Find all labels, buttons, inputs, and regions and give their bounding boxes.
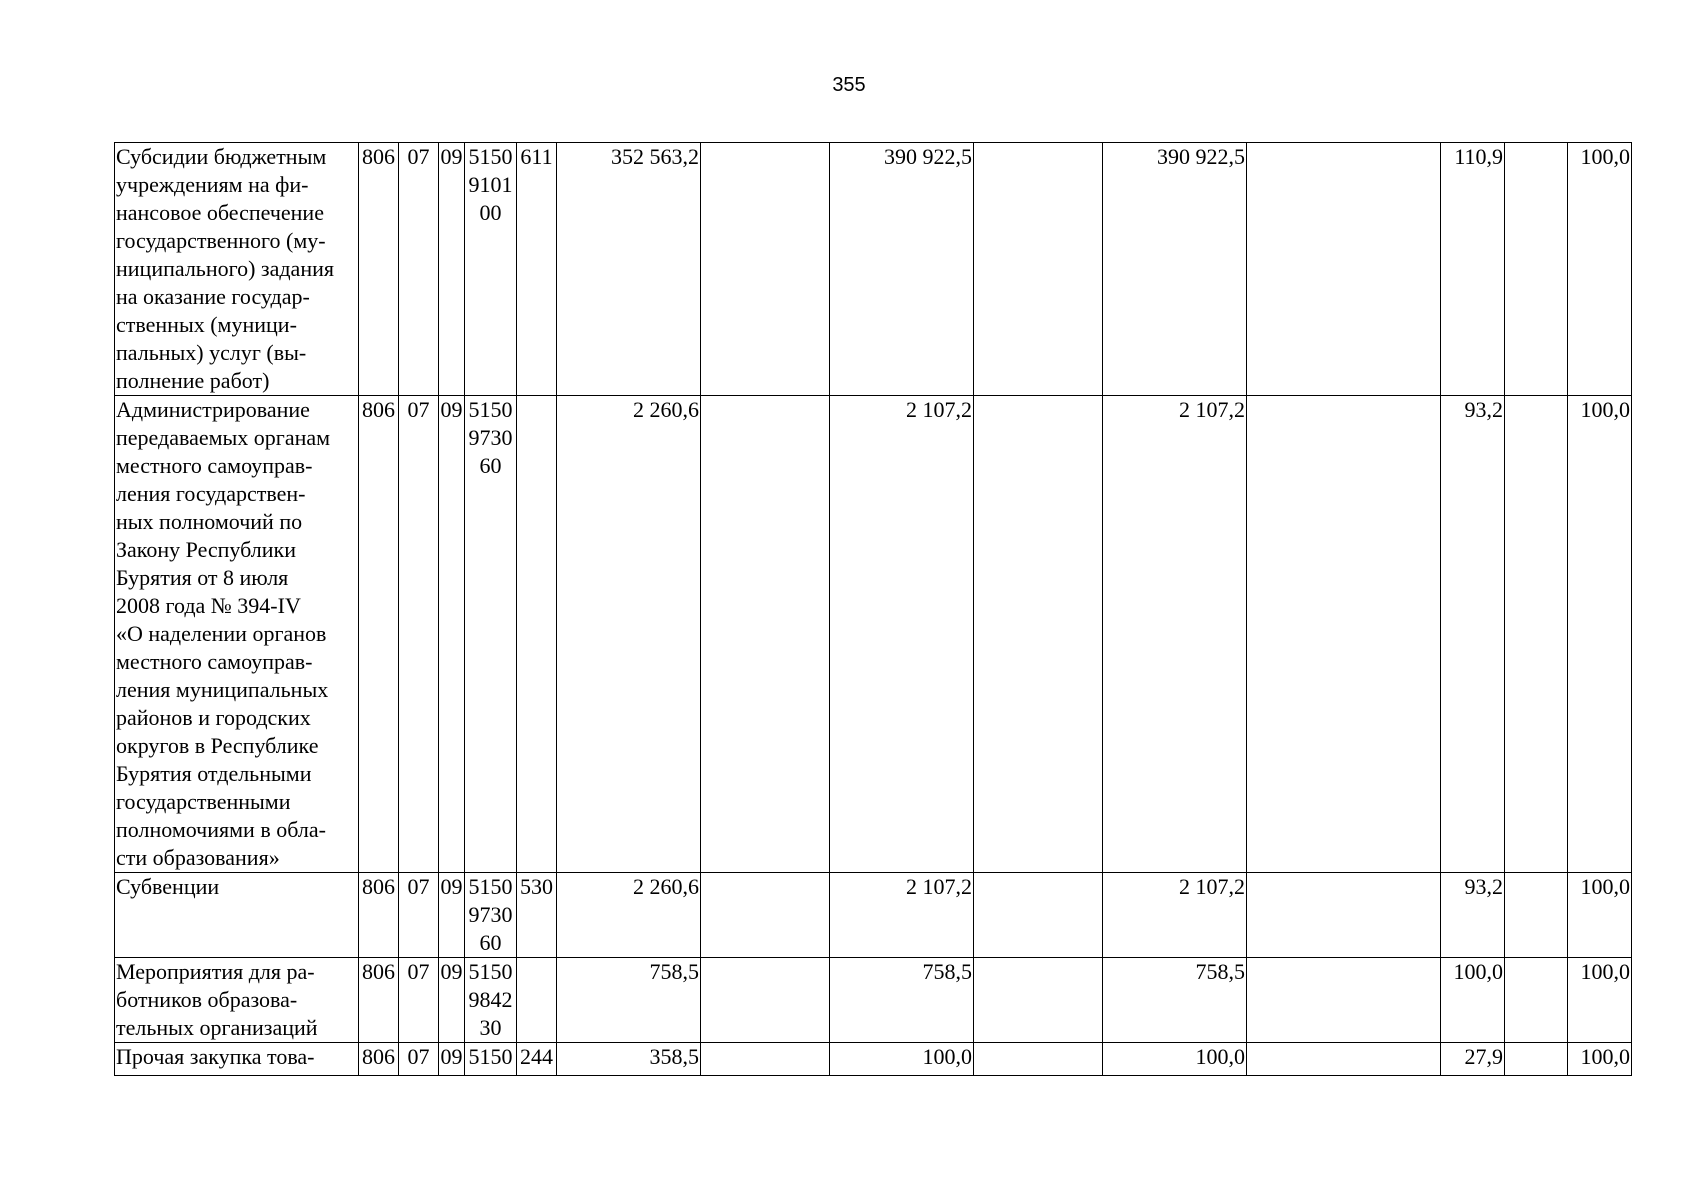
amount-refined: 390 922,5	[830, 143, 974, 396]
target-article-code-line: 9101	[468, 172, 513, 197]
empty-cell	[1247, 1043, 1441, 1076]
row-name-line: ботников образова-	[116, 987, 298, 1012]
row-name-line: Субсидии бюджетным	[116, 144, 327, 169]
empty-cell	[974, 873, 1103, 958]
expense-type-code: 530	[517, 873, 557, 958]
row-name-line: местного самоуправ-	[116, 453, 313, 478]
row-name-line: полнение работ)	[116, 368, 270, 393]
target-article-code	[465, 958, 517, 1043]
row-name-line: Закону Республики	[116, 537, 296, 562]
percent-of-approved: 93,2	[1441, 873, 1505, 958]
row-name-line: сти образования»	[116, 845, 280, 870]
row-name-line: ниципального) задания	[116, 256, 334, 281]
target-article-code-line: 5150	[468, 874, 513, 899]
amount-executed: 758,5	[1103, 958, 1247, 1043]
row-name-line: округов в Республике	[116, 733, 319, 758]
row-name	[115, 396, 359, 873]
row-name-line: Субвенции	[116, 874, 220, 899]
target-article-code-line: 30	[479, 1015, 502, 1040]
row-name	[115, 958, 359, 1043]
empty-cell	[701, 1043, 830, 1076]
subsection-code: 09	[439, 143, 465, 396]
row-name	[115, 143, 359, 396]
empty-cell	[974, 396, 1103, 873]
expense-type-code: 611	[517, 143, 557, 396]
empty-cell	[974, 958, 1103, 1043]
empty-cell	[701, 958, 830, 1043]
empty-cell	[1247, 143, 1441, 396]
row-name-line: «О наделении органов	[116, 621, 327, 646]
empty-cell	[701, 143, 830, 396]
target-article-code-line: 9730	[468, 902, 513, 927]
target-article-code	[465, 873, 517, 958]
row-name-line: нансовое обеспечение	[116, 200, 324, 225]
empty-cell	[1247, 396, 1441, 873]
target-article-code-line: 5150	[468, 959, 513, 984]
target-article-code-line: 60	[479, 453, 502, 478]
amount-approved: 358,5	[557, 1043, 701, 1076]
row-name-line: Бурятия отдельными	[116, 761, 312, 786]
table-row	[115, 143, 1632, 396]
empty-cell	[1247, 958, 1441, 1043]
empty-cell	[1505, 143, 1568, 396]
amount-executed: 390 922,5	[1103, 143, 1247, 396]
table-row	[115, 958, 1632, 1043]
target-article-code	[465, 143, 517, 396]
row-name-line: пальных) услуг (вы-	[116, 340, 307, 365]
empty-cell	[974, 143, 1103, 396]
row-name-line: районов и городских	[116, 705, 311, 730]
row-name-line: Бурятия от 8 июля	[116, 565, 289, 590]
table-row	[115, 873, 1632, 958]
grbs-code: 806	[359, 143, 399, 396]
target-article-code-line: 5150	[468, 1044, 513, 1069]
row-name-line: Мероприятия для ра-	[116, 959, 315, 984]
row-name-line: тельных организаций	[116, 1015, 318, 1040]
amount-executed: 100,0	[1103, 1043, 1247, 1076]
empty-cell	[1505, 1043, 1568, 1076]
empty-cell	[701, 873, 830, 958]
amount-executed: 2 107,2	[1103, 396, 1247, 873]
percent-of-refined: 100,0	[1568, 143, 1632, 396]
row-name-line: Администрирование	[116, 397, 310, 422]
target-article-code-line: 5150	[468, 144, 513, 169]
row-name-line: государственными	[116, 789, 291, 814]
row-name-line: ления государствен-	[116, 481, 306, 506]
target-article-code	[465, 1043, 517, 1076]
percent-of-refined: 100,0	[1568, 958, 1632, 1043]
section-code: 07	[399, 396, 439, 873]
percent-of-refined: 100,0	[1568, 873, 1632, 958]
empty-cell	[1505, 873, 1568, 958]
subsection-code: 09	[439, 958, 465, 1043]
amount-approved: 758,5	[557, 958, 701, 1043]
target-article-code-line: 00	[479, 200, 502, 225]
subsection-code: 09	[439, 1043, 465, 1076]
target-article-code-line: 60	[479, 930, 502, 955]
row-name-line: местного самоуправ-	[116, 649, 313, 674]
amount-approved: 2 260,6	[557, 396, 701, 873]
expense-type-code: 244	[517, 1043, 557, 1076]
row-name-line: передаваемых органам	[116, 425, 331, 450]
amount-approved: 2 260,6	[557, 873, 701, 958]
subsection-code: 09	[439, 873, 465, 958]
page-number: 355	[832, 74, 866, 96]
row-name-line: государственного (му-	[116, 228, 326, 253]
amount-approved: 352 563,2	[557, 143, 701, 396]
row-name-line: полномочиями в обла-	[116, 817, 326, 842]
percent-of-refined: 100,0	[1568, 396, 1632, 873]
row-name-line: 2008 года № 394-IV	[116, 593, 301, 618]
section-code: 07	[399, 143, 439, 396]
row-name-line: ных полномочий по	[116, 509, 303, 534]
percent-of-approved: 100,0	[1441, 958, 1505, 1043]
grbs-code: 806	[359, 1043, 399, 1076]
budget-table	[114, 142, 1632, 1076]
row-name-line: ственных (муници-	[116, 312, 297, 337]
target-article-code-line: 5150	[468, 397, 513, 422]
amount-refined: 758,5	[830, 958, 974, 1043]
row-name	[115, 1043, 359, 1076]
row-name-line: ления муниципальных	[116, 677, 329, 702]
row-name-line: Прочая закупка това-	[116, 1044, 315, 1069]
expense-type-code	[517, 396, 557, 873]
empty-cell	[1247, 873, 1441, 958]
target-article-code-line: 9730	[468, 425, 513, 450]
empty-cell	[1505, 958, 1568, 1043]
table-row	[115, 1043, 1632, 1076]
section-code: 07	[399, 873, 439, 958]
expense-type-code	[517, 958, 557, 1043]
amount-refined: 2 107,2	[830, 873, 974, 958]
percent-of-refined: 100,0	[1568, 1043, 1632, 1076]
empty-cell	[974, 1043, 1103, 1076]
amount-refined: 2 107,2	[830, 396, 974, 873]
row-name-line: на оказание государ-	[116, 284, 310, 309]
section-code: 07	[399, 1043, 439, 1076]
grbs-code: 806	[359, 396, 399, 873]
empty-cell	[701, 396, 830, 873]
target-article-code	[465, 396, 517, 873]
empty-cell	[1505, 396, 1568, 873]
subsection-code: 09	[439, 396, 465, 873]
table-row	[115, 396, 1632, 873]
grbs-code: 806	[359, 958, 399, 1043]
grbs-code: 806	[359, 873, 399, 958]
amount-refined: 100,0	[830, 1043, 974, 1076]
target-article-code-line: 9842	[468, 987, 513, 1012]
percent-of-approved: 93,2	[1441, 396, 1505, 873]
row-name-line: учреждениям на фи-	[116, 172, 309, 197]
percent-of-approved: 27,9	[1441, 1043, 1505, 1076]
percent-of-approved: 110,9	[1441, 143, 1505, 396]
amount-executed: 2 107,2	[1103, 873, 1247, 958]
row-name	[115, 873, 359, 958]
section-code: 07	[399, 958, 439, 1043]
